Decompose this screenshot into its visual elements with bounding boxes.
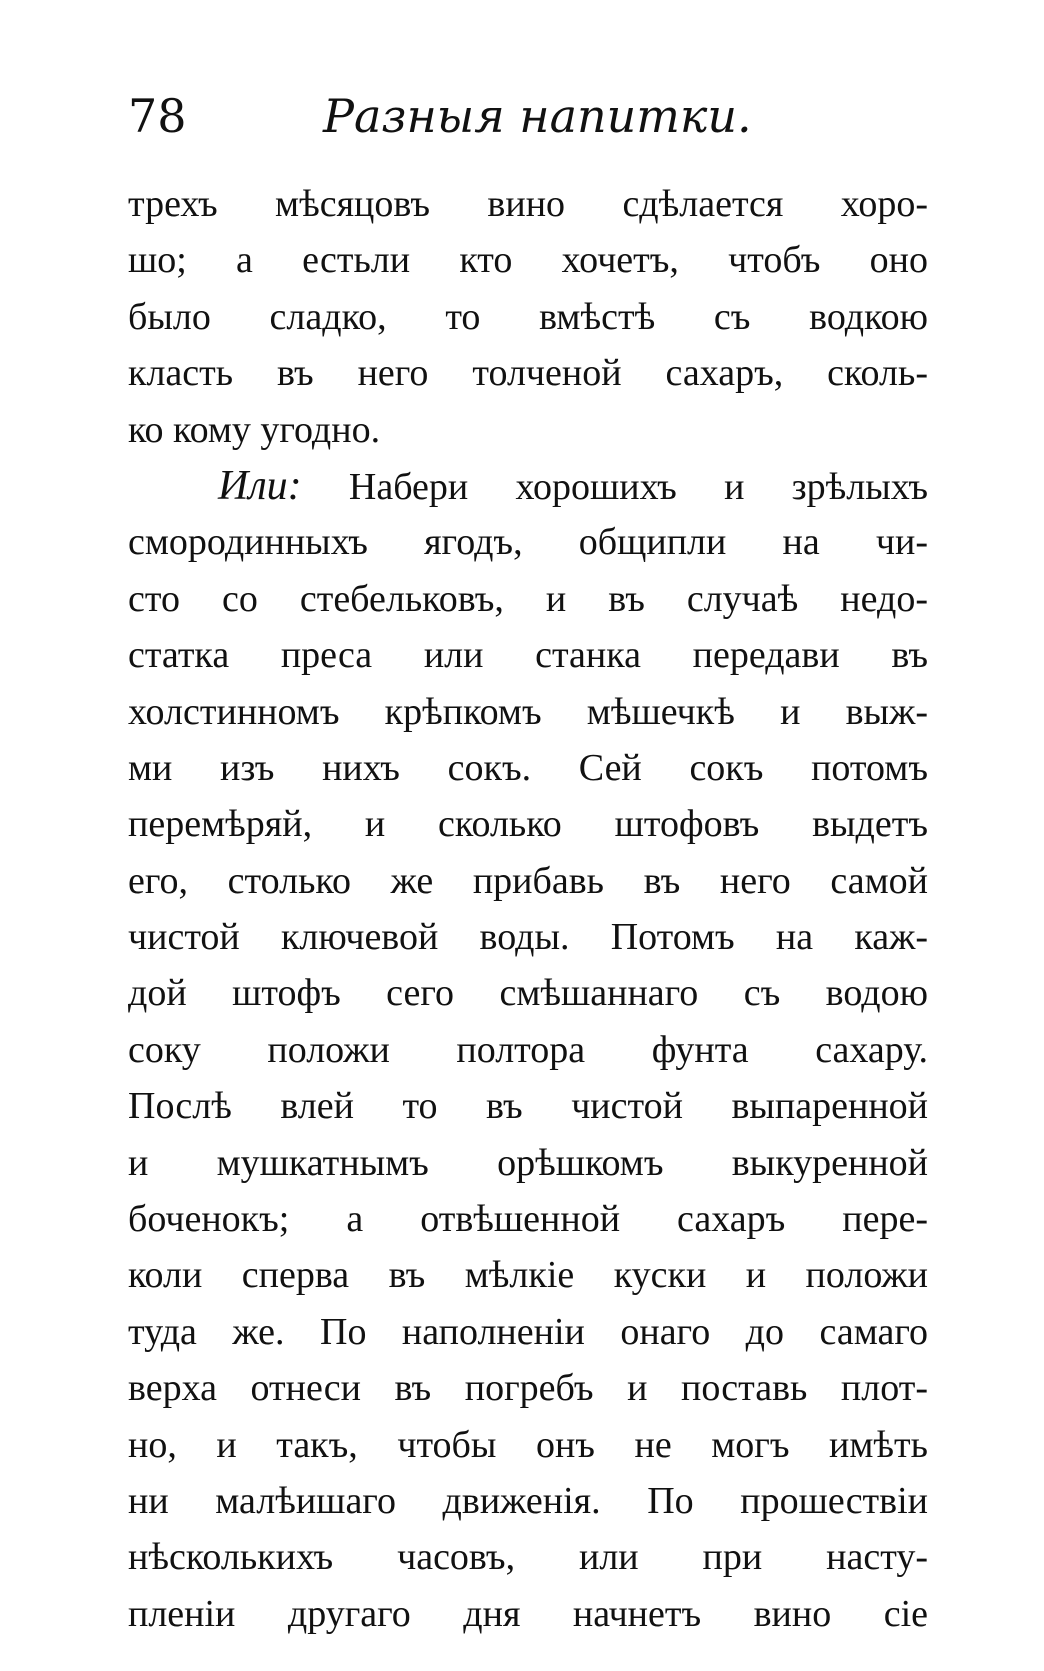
text-line: верха отнеси въ погребъ и поставь плот- [128, 1367, 928, 1410]
page-number: 78 [128, 89, 187, 143]
text-line: сто со стебельковъ, и въ случаѣ недо- [128, 577, 928, 620]
text-line: ми изъ нихъ сокъ. Сей сокъ потомъ [128, 746, 928, 789]
text-line: и мушкатнымъ орѣшкомъ выкуренной [128, 1141, 928, 1184]
text-line: холстинномъ крѣпкомъ мѣшечкѣ и выж- [128, 690, 928, 733]
text-line: статка преса или станка передави въ [128, 634, 928, 677]
text-line: Послѣ влей то въ чистой выпаренной [128, 1085, 928, 1128]
text-line: соку положи полтора фунта сахару. [128, 1028, 928, 1071]
text-line: коли сперва въ мѣлкіе куски и положи [128, 1254, 928, 1297]
text-line: его, столько же прибавь въ него самой [128, 859, 928, 902]
text-line: класть въ него толченой сахаръ, сколь- [128, 352, 928, 395]
page-header [128, 86, 928, 146]
text-line-rest: Набери хорошихъ и зрѣлыхъ [348, 465, 928, 508]
text-line: боченокъ; а отвѣшенной сахаръ пере- [128, 1198, 928, 1241]
text-line: чистой ключевой воды. Потомъ на каж- [128, 916, 928, 959]
paragraph-lead-word: Или: [218, 462, 302, 509]
text-line: трехъ мѣсяцовъ вино сдѣлается хоро- [128, 183, 928, 225]
text-line: ни малѣишаго движенія. По прошествіи [128, 1479, 928, 1522]
text-line: дой штофъ сего смѣшаннаго съ водою [128, 972, 928, 1015]
text-line: туда же. По наполненіи онаго до самаго [128, 1310, 928, 1353]
running-title: Разныя напитки. [323, 89, 752, 143]
text-line: перемѣряй, и сколько штофовъ выдетъ [128, 803, 928, 846]
text-line: шо; а естьли кто хочетъ, чтобъ оно [128, 239, 928, 282]
text-line: смородинныхъ ягодъ, общипли на чи- [128, 521, 928, 564]
text-line: ко кому угодно. [128, 408, 381, 451]
body-text [128, 176, 928, 1642]
paragraph-first-line [128, 458, 928, 514]
text-line: нѣсколькихъ часовъ, или при насту- [128, 1536, 928, 1579]
text-line: пленіи другаго дня начнетъ вино сіе [128, 1592, 928, 1635]
text-line: но, и такъ, чтобы онъ не могъ имѣть [128, 1423, 928, 1466]
text-line: было сладко, то вмѣстѣ съ водкою [128, 295, 928, 338]
